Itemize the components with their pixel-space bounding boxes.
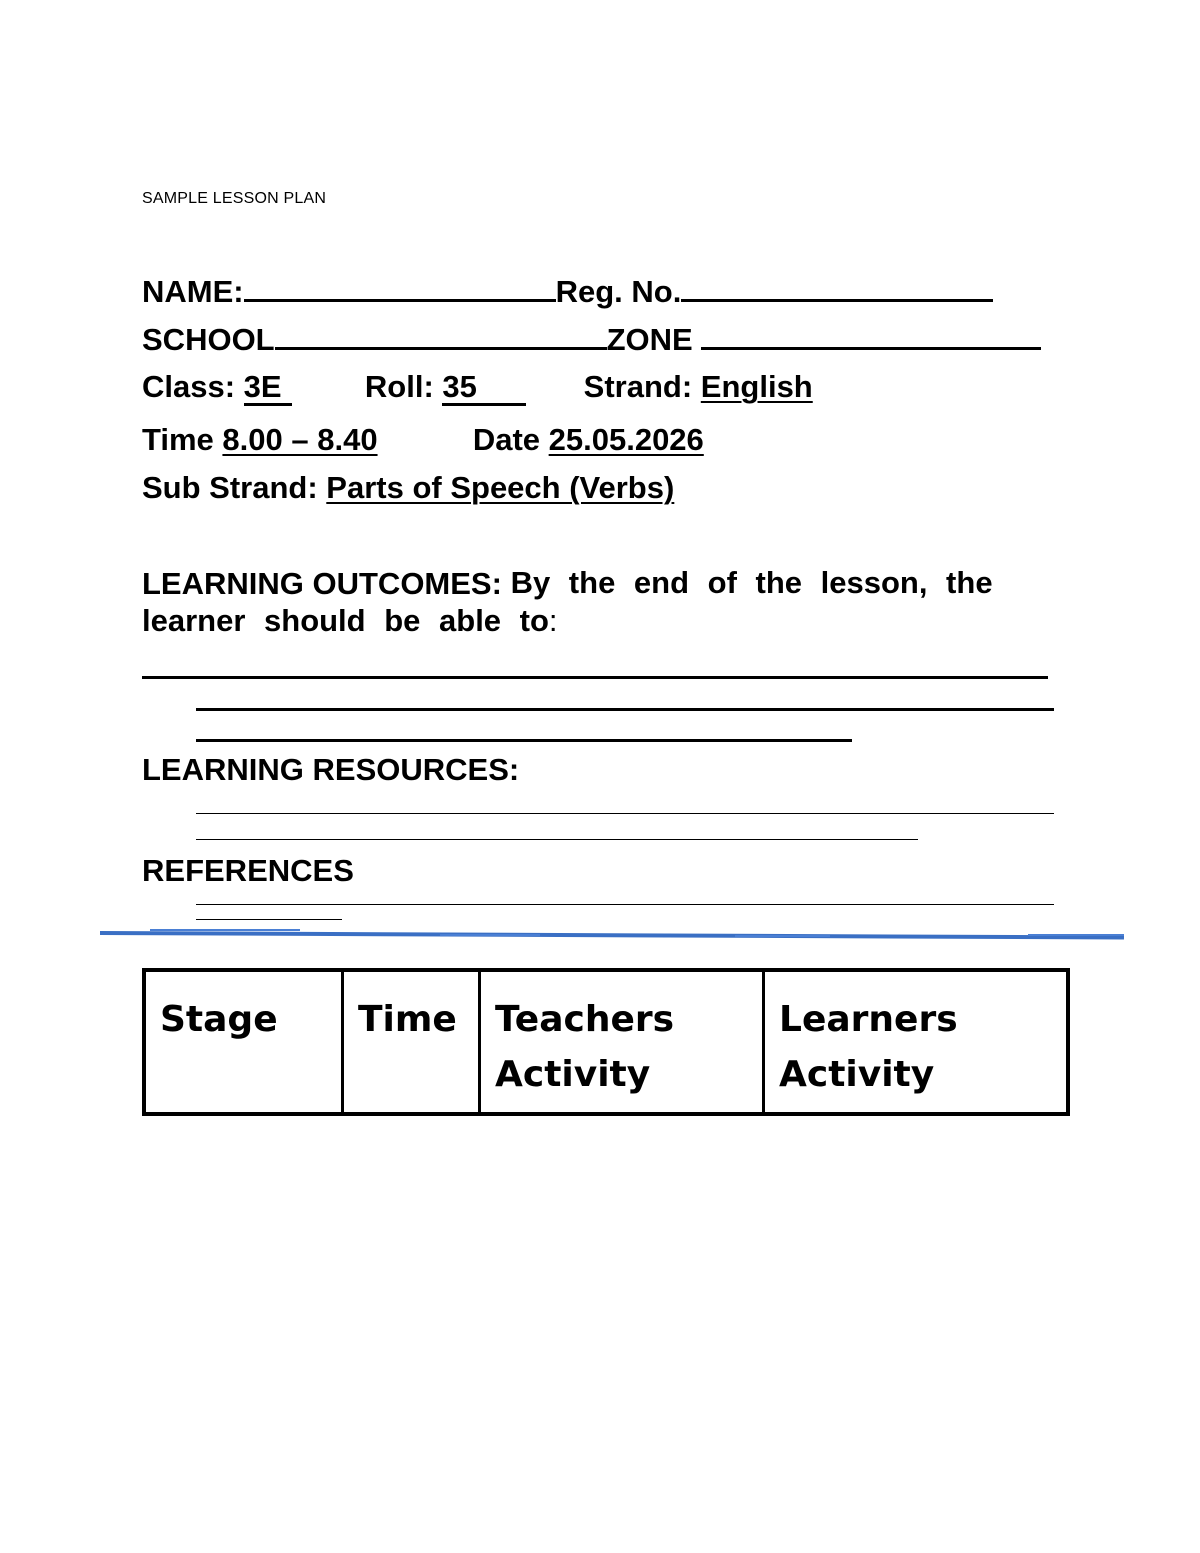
references-blank-2[interactable] <box>196 919 342 920</box>
blue-separator-accent <box>150 929 300 931</box>
page-header: SAMPLE LESSON PLAN <box>142 190 327 207</box>
school-label: SCHOOL <box>142 322 275 357</box>
date-value: 25.05.2026 <box>548 422 704 457</box>
class-label: Class: <box>142 369 236 404</box>
resources-blank-2[interactable] <box>196 839 918 840</box>
learning-resources-heading: LEARNING RESOURCES: <box>142 752 520 787</box>
lesson-plan-table <box>142 968 1070 1116</box>
zone-field[interactable] <box>701 346 1041 350</box>
reg-no-label: Reg. No. <box>555 274 682 309</box>
learning-outcomes-heading: LEARNING OUTCOMES: <box>142 566 502 601</box>
strand-value: English <box>700 369 813 404</box>
time-value: 8.00 – 8.40 <box>222 422 378 457</box>
strand-label: Strand: <box>583 369 693 404</box>
roll-label: Roll: <box>364 369 434 404</box>
name-row <box>142 276 993 307</box>
references-blank-1[interactable] <box>196 904 1054 905</box>
class-row <box>142 371 813 406</box>
school-row <box>142 324 1041 355</box>
outcome-blank-3[interactable] <box>196 739 852 742</box>
learning-outcomes-paragraph: By the end of the lesson, the learner should be able to: <box>142 565 993 638</box>
substrand-row <box>142 472 674 503</box>
blue-separator-accent <box>735 935 830 937</box>
table-header-row <box>144 970 1068 1114</box>
roll-value: 35 <box>442 371 526 406</box>
outcome-blank-1[interactable] <box>142 676 1048 679</box>
learning-outcomes-text: By the end of the lesson, the learner should be able to <box>142 565 993 638</box>
date-label: Date <box>472 422 541 457</box>
header-teachers-activity: Teachers Activity <box>480 970 764 1114</box>
resources-blank-1[interactable] <box>196 813 1054 814</box>
substrand-value: Parts of Speech (Verbs) <box>326 470 675 505</box>
name-field[interactable] <box>244 298 556 302</box>
header-time: Time <box>343 970 480 1114</box>
school-field[interactable] <box>275 346 607 350</box>
blue-separator-accent <box>1028 934 1124 936</box>
class-value: 3E <box>244 371 292 406</box>
reg-no-field[interactable] <box>681 298 993 302</box>
header-stage: Stage <box>144 970 343 1114</box>
blue-separator-line <box>100 931 1124 939</box>
header-learners-activity: Learners Activity <box>764 970 1069 1114</box>
time-row <box>142 424 704 455</box>
time-label: Time <box>142 422 214 457</box>
substrand-label: Sub Strand: <box>142 470 318 505</box>
outcome-blank-2[interactable] <box>196 708 1054 711</box>
zone-label: ZONE <box>606 322 693 357</box>
blue-separator-accent <box>440 934 540 936</box>
name-label: NAME: <box>142 274 244 309</box>
references-heading: REFERENCES <box>142 853 354 888</box>
